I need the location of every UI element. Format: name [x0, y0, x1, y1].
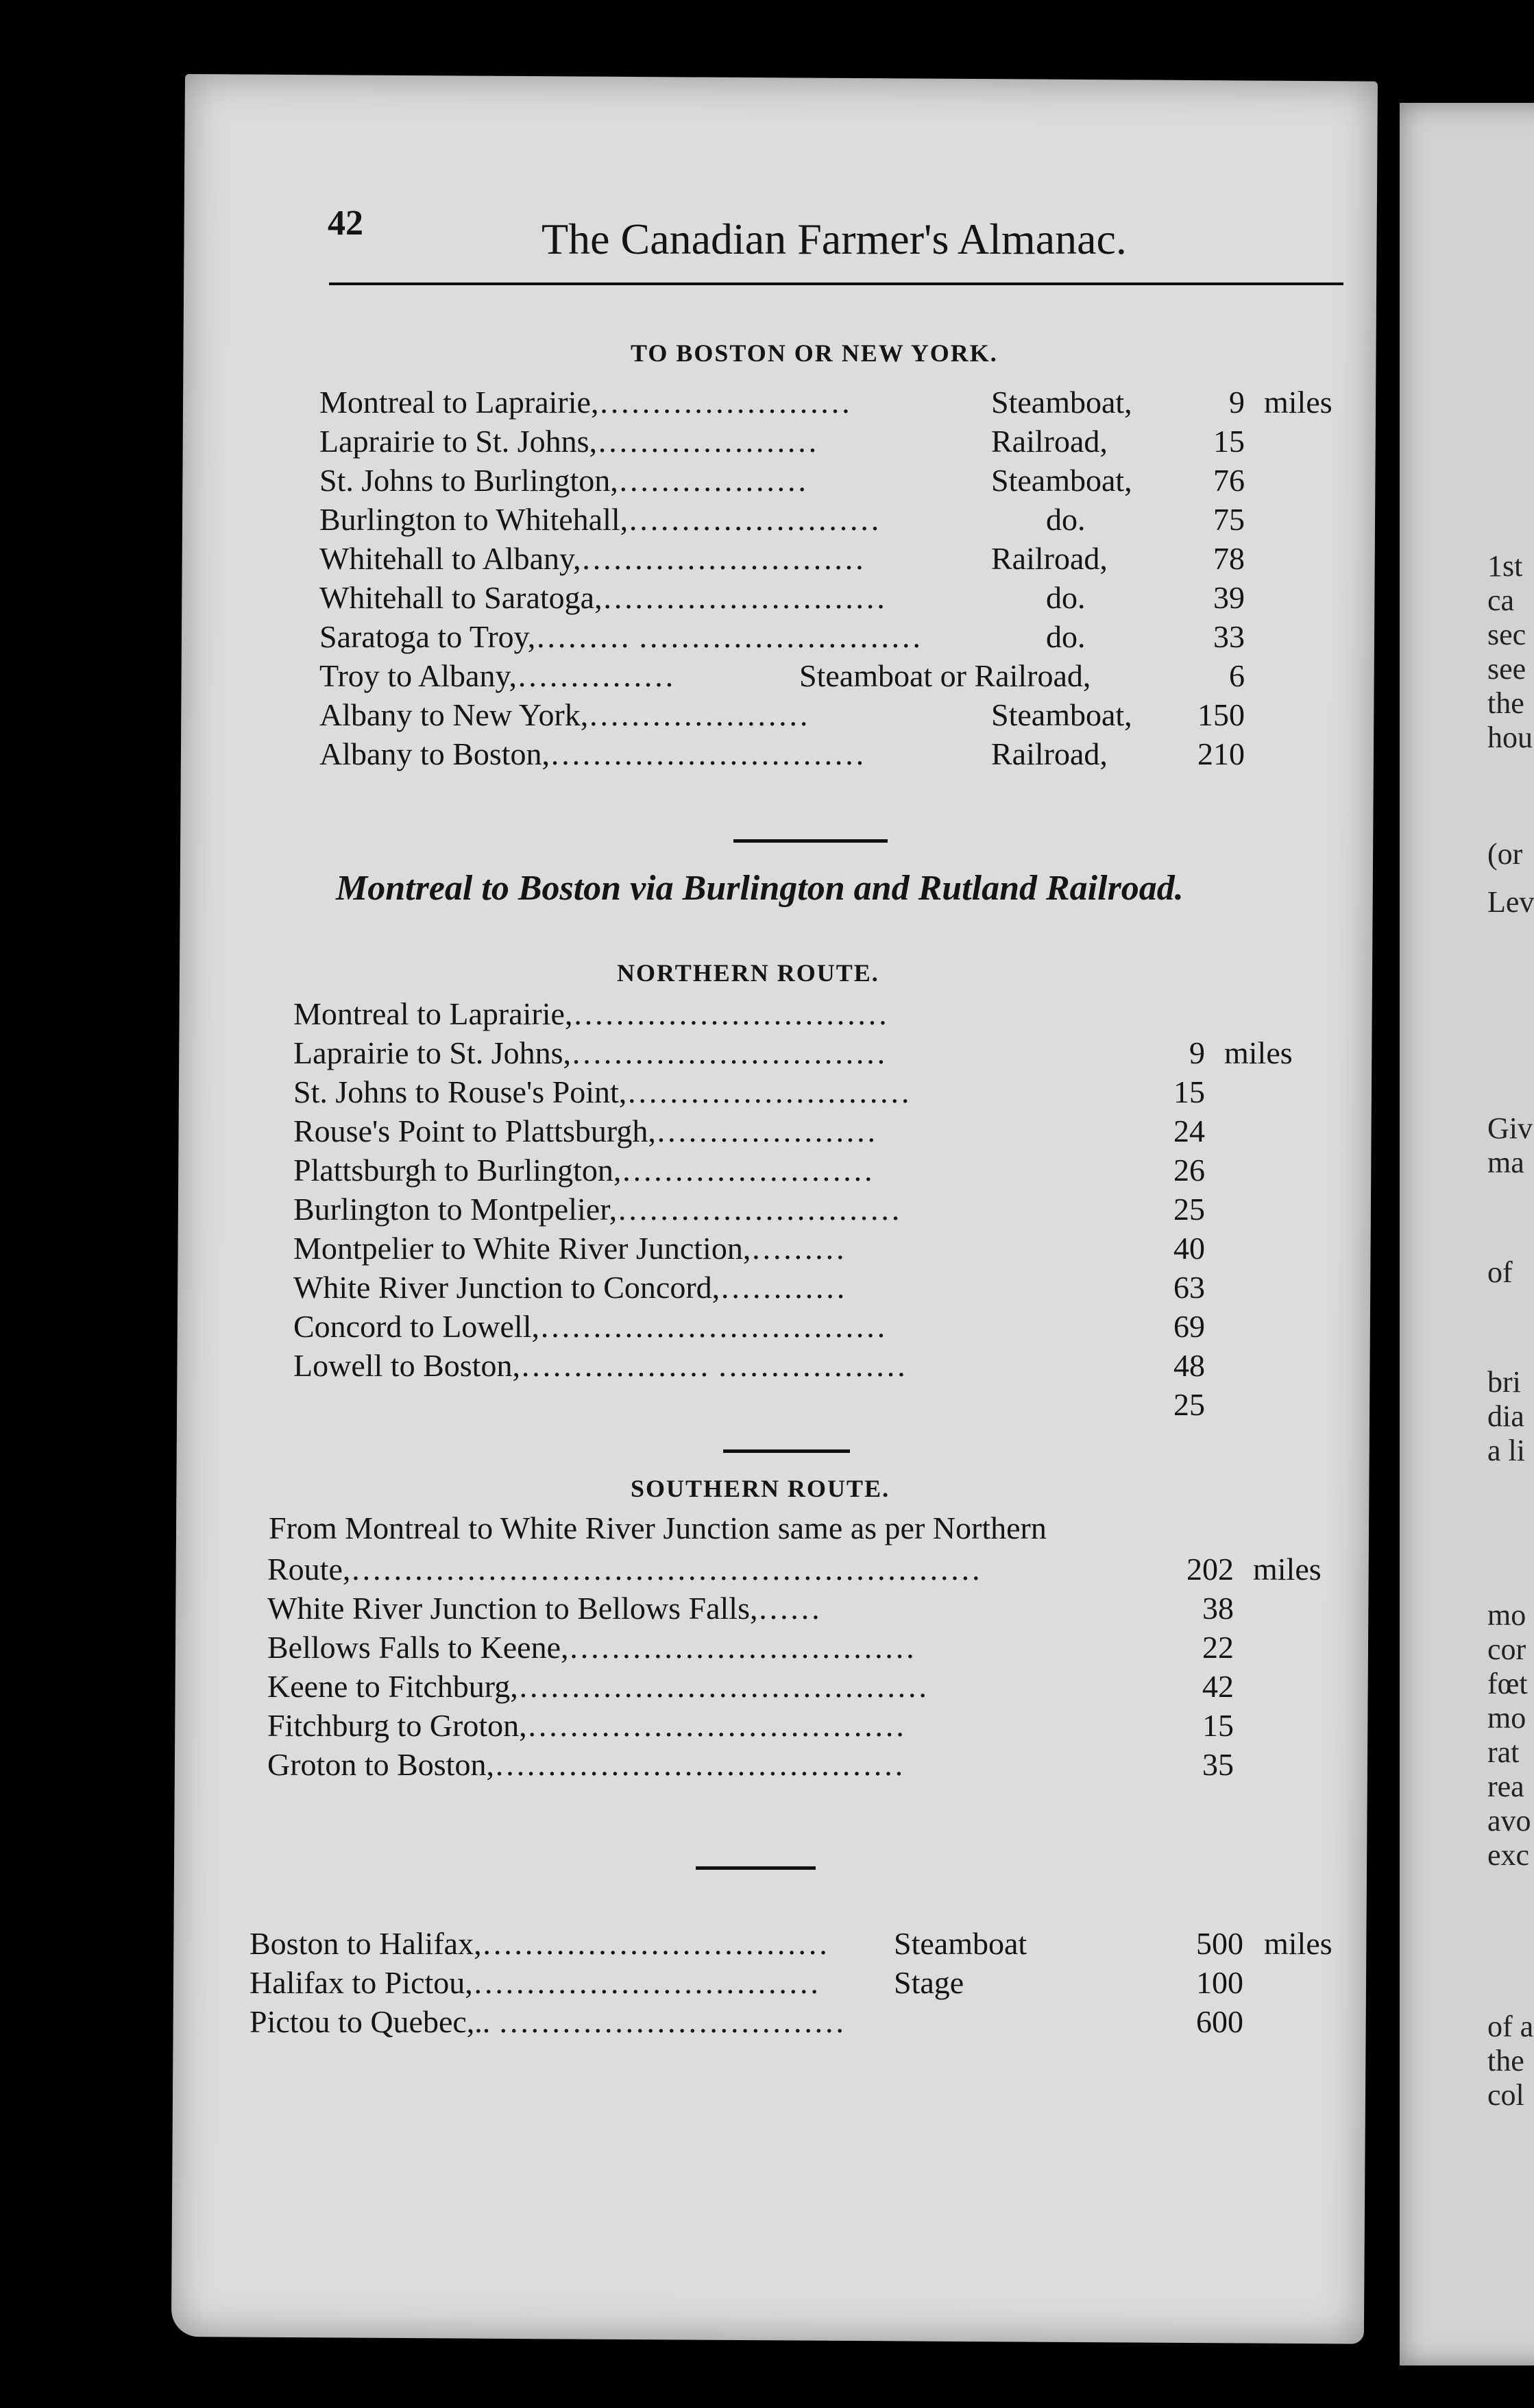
route-name: Montpelier to White River Junction,……… — [293, 1231, 846, 1266]
edge-text-fragment: (or — [1487, 837, 1523, 871]
route-name: Route,…………………………………………………… — [267, 1552, 982, 1587]
header-rule — [329, 282, 1343, 285]
transport-mode: do. — [1046, 619, 1086, 654]
route-name: White River Junction to Concord,………… — [293, 1270, 847, 1305]
route-name: Pictou to Quebec,.. …………………………… — [249, 2004, 845, 2039]
distance-value: 35 — [1202, 1747, 1234, 1782]
section-title-boston-new-york: TO BOSTON OR NEW YORK. — [631, 339, 998, 367]
route-name: Burlington to Whitehall,…………………… — [319, 502, 881, 537]
distance-value: 22 — [1202, 1630, 1234, 1665]
edge-text-fragment: dia — [1487, 1399, 1524, 1433]
distance-value: 48 — [1173, 1348, 1205, 1383]
distance-value: 9 — [1229, 385, 1245, 420]
route-name: Lowell to Boston,……………… ……………… — [293, 1348, 907, 1383]
edge-text-fragment: bri — [1487, 1365, 1521, 1399]
distance-value: 75 — [1213, 502, 1245, 537]
section-divider — [723, 1449, 850, 1453]
distance-value: 25 — [1173, 1387, 1205, 1422]
route-name: Fitchburg to Groton,……………………………… — [267, 1708, 905, 1743]
distance-unit: miles — [1264, 385, 1332, 420]
section-title-southern-route: SOUTHERN ROUTE. — [631, 1475, 890, 1502]
route-name: Troy to Albany,…………… — [319, 658, 674, 693]
distance-value: 33 — [1213, 619, 1245, 654]
distance-value: 6 — [1229, 658, 1245, 693]
distance-value: 15 — [1173, 1074, 1205, 1109]
edge-text-fragment: a li — [1487, 1434, 1525, 1467]
edge-text-fragment: hou — [1487, 721, 1533, 754]
section-heading-rutland: Montreal to Boston via Burlington and Rutland Railroad. — [336, 869, 1184, 908]
route-name: Bellows Falls to Keene,…………………………… — [267, 1630, 916, 1665]
transport-mode: Railroad, — [991, 424, 1108, 459]
transport-mode: Railroad, — [991, 541, 1108, 576]
distance-value: 40 — [1173, 1231, 1205, 1266]
transport-mode: Steamboat — [894, 1926, 1027, 1961]
transport-mode: Steamboat, — [991, 463, 1132, 498]
transport-mode: Steamboat, — [991, 697, 1132, 732]
transport-mode: Steamboat, — [991, 385, 1132, 420]
distance-unit: miles — [1224, 1035, 1293, 1070]
edge-text-fragment: sec — [1487, 618, 1526, 651]
edge-text-fragment: rat — [1487, 1735, 1520, 1769]
section-divider — [696, 1866, 816, 1870]
distance-value: 9 — [1189, 1035, 1205, 1070]
transport-mode: do. — [1046, 580, 1086, 615]
route-name: Saratoga to Troy,……… ……………………… — [319, 619, 922, 654]
distance-value: 42 — [1202, 1669, 1234, 1704]
distance-value: 69 — [1173, 1309, 1205, 1344]
distance-value: 63 — [1173, 1270, 1205, 1305]
route-name: Halifax to Pictou,…………………………… — [249, 1965, 820, 2000]
route-name: Whitehall to Albany,……………………… — [319, 541, 865, 576]
edge-text-fragment: see — [1487, 652, 1526, 686]
route-name: Rouse's Point to Plattsburgh,………………… — [293, 1113, 877, 1148]
route-name: Burlington to Montpelier,……………………… — [293, 1192, 901, 1227]
transport-mode: do. — [1046, 502, 1086, 537]
route-name: St. Johns to Rouse's Point,……………………… — [293, 1074, 911, 1109]
route-name: St. Johns to Burlington,……………… — [319, 463, 807, 498]
route-name: Montreal to Laprairie,………………………… — [293, 996, 888, 1031]
route-name: White River Junction to Bellows Falls,…… — [267, 1591, 821, 1626]
edge-text-fragment: of — [1487, 1255, 1513, 1289]
distance-value: 78 — [1213, 541, 1245, 576]
route-name: Plattsburgh to Burlington,…………………… — [293, 1153, 874, 1188]
edge-text-fragment: rea — [1487, 1770, 1524, 1803]
edge-text-fragment: the — [1487, 2044, 1524, 2078]
distance-value: 210 — [1197, 736, 1245, 771]
route-name: Keene to Fitchburg,………………………………… — [267, 1669, 928, 1704]
edge-text-fragment: mo — [1487, 1598, 1526, 1632]
edge-text-fragment: avo — [1487, 1804, 1531, 1838]
edge-text-fragment: ca — [1487, 583, 1515, 617]
page-number: 42 — [328, 204, 363, 243]
edge-text-fragment: cor — [1487, 1633, 1526, 1666]
transport-mode: Railroad, — [991, 736, 1108, 771]
edge-text-fragment: the — [1487, 686, 1524, 720]
edge-text-fragment: Lev — [1487, 885, 1534, 919]
route-name: Laprairie to St. Johns,………………………… — [293, 1035, 886, 1070]
route-name: Albany to Boston,………………………… — [319, 736, 866, 771]
edge-text-fragment: ma — [1487, 1146, 1524, 1179]
route-name: Laprairie to St. Johns,………………… — [319, 424, 818, 459]
distance-value: 15 — [1213, 424, 1245, 459]
route-name: Boston to Halifax,…………………………… — [249, 1926, 829, 1961]
edge-text-fragment: of a — [1487, 2010, 1534, 2043]
running-title: The Canadian Farmer's Almanac. — [541, 215, 1127, 263]
edge-text-fragment: exc — [1487, 1838, 1530, 1872]
route-name: Whitehall to Saratoga,……………………… — [319, 580, 886, 615]
route-name: Albany to New York,………………… — [319, 697, 809, 732]
distance-value: 202 — [1186, 1552, 1234, 1587]
distance-value: 500 — [1196, 1926, 1243, 1961]
route-name: Montreal to Laprairie,…………………… — [319, 385, 851, 420]
distance-value: 24 — [1173, 1113, 1205, 1148]
distance-value: 76 — [1213, 463, 1245, 498]
distance-unit: miles — [1253, 1552, 1322, 1587]
distance-value: 100 — [1196, 1965, 1243, 2000]
distance-value: 15 — [1202, 1708, 1234, 1743]
transport-mode: Stage — [894, 1965, 964, 2000]
distance-value: 25 — [1173, 1192, 1205, 1227]
edge-text-fragment: Giv — [1487, 1111, 1533, 1145]
section-title-northern-route: NORTHERN ROUTE. — [617, 959, 879, 987]
route-name: Groton to Boston,………………………………… — [267, 1747, 904, 1782]
edge-text-fragment: 1st — [1487, 549, 1523, 583]
section-divider — [733, 839, 888, 843]
distance-value: 150 — [1197, 697, 1245, 732]
edge-text-fragment: mo — [1487, 1701, 1526, 1735]
distance-value: 600 — [1196, 2004, 1243, 2039]
route-name: Concord to Lowell,…………………………… — [293, 1309, 886, 1344]
southern-route-intro: From Montreal to White River Junction same as per Northern — [269, 1510, 1047, 1545]
transport-mode: Steamboat or Railroad, — [799, 658, 1091, 693]
distance-unit: miles — [1264, 1926, 1332, 1961]
distance-value: 26 — [1173, 1153, 1205, 1188]
edge-text-fragment: fœt — [1487, 1667, 1528, 1700]
distance-value: 38 — [1202, 1591, 1234, 1626]
edge-text-fragment: col — [1487, 2078, 1524, 2112]
distance-value: 39 — [1213, 580, 1245, 615]
